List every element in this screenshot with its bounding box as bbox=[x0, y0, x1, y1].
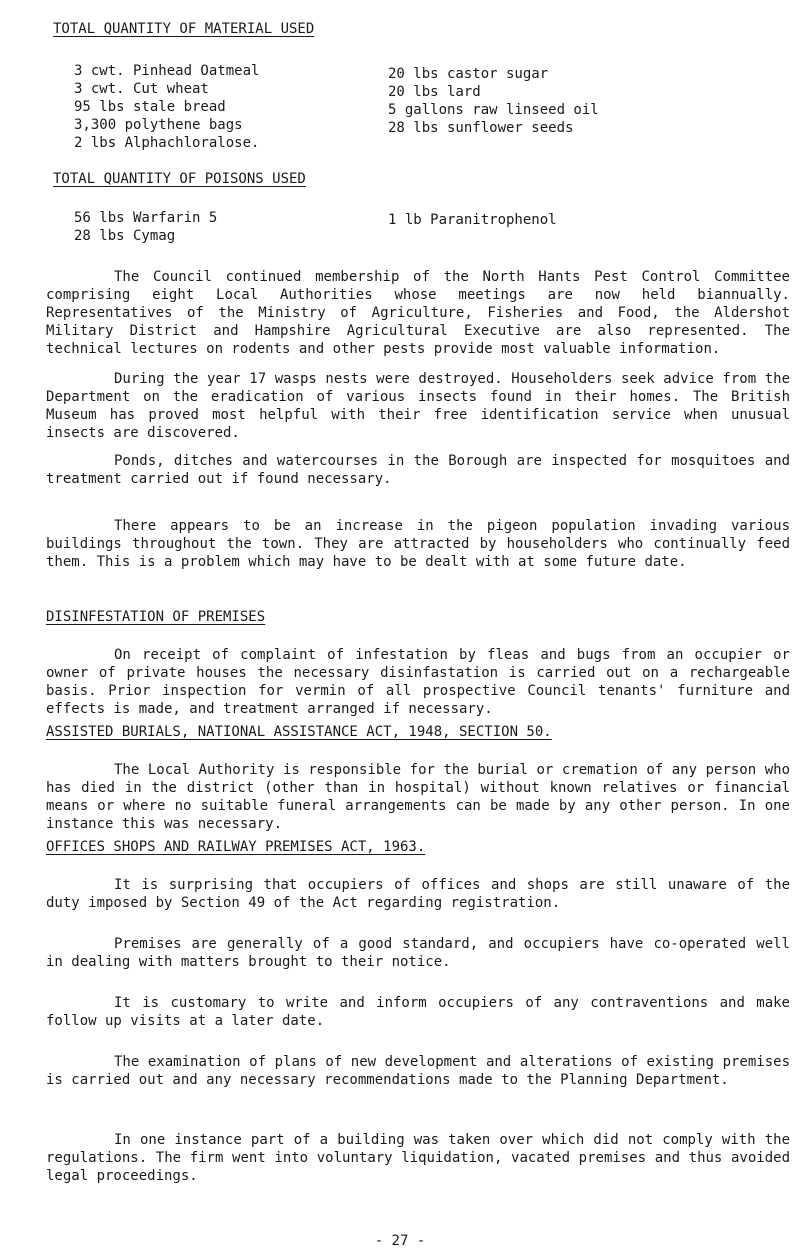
materials-heading: TOTAL QUANTITY OF MATERIAL USED bbox=[53, 21, 315, 37]
poisons-list-left bbox=[74, 209, 217, 245]
paragraph-offices-contraventions: It is customary to write and inform occupiers of any contraventions and make follow up visits at a later date. bbox=[46, 995, 790, 1029]
list-item: 95 lbs stale bread bbox=[74, 99, 226, 115]
paragraph-pigeons: There appears to be an increase in the pigeon population invading various buildings throughout the town. They are attracted by householders who continually feed them. This is a problem which may have to be dealt with at some future date. bbox=[46, 518, 790, 570]
paragraph-burials: The Local Authority is responsible for the burial or cremation of any person who has died in the district (other than in hospital) without known relatives or financial means or where no suitable funeral arrangements can be made by any other person. In one instance this was necessary. bbox=[46, 762, 790, 832]
page-number: - 27 - bbox=[374, 1233, 426, 1249]
paragraph-wasps: During the year 17 wasps nests were destroyed. Householders seek advice from the Department on the eradication of various insects found in their homes. The British Museum has proved most helpful with their free identification service when unusual insects are discovered. bbox=[46, 371, 790, 441]
list-item: 20 lbs lard bbox=[388, 84, 481, 100]
paragraph-offices-liquidation: In one instance part of a building was taken over which did not comply with the regulations. The firm went into voluntary liquidation, vacated premises and thus avoided legal proceedings. bbox=[46, 1132, 790, 1184]
paragraph-pest-committee: The Council continued membership of the North Hants Pest Control Committee comprising eight Local Authorities whose meetings are now held biannually. Representatives of the Ministry of Agriculture, Fisheries and Food, the Aldershot Military District and Hampshire Agricultural Executive are also represented. The technical lectures on rodents and other pests provide most valuable information. bbox=[46, 269, 790, 357]
list-item: 3,300 polythene bags bbox=[74, 117, 243, 133]
offices-heading: OFFICES SHOPS AND RAILWAY PREMISES ACT, 1963. bbox=[46, 839, 426, 855]
materials-list-left bbox=[74, 62, 259, 152]
paragraph-offices-registration: It is surprising that occupiers of offices and shops are still unaware of the duty imposed by Section 49 of the Act regarding registration. bbox=[46, 877, 790, 911]
list-item: 5 gallons raw linseed oil bbox=[388, 102, 599, 118]
list-item: 3 cwt. Pinhead Oatmeal bbox=[74, 63, 260, 79]
list-item: 1 lb Paranitrophenol bbox=[388, 212, 557, 228]
list-item: 28 lbs Cymag bbox=[74, 228, 176, 244]
list-item: 20 lbs castor sugar bbox=[388, 66, 549, 82]
poisons-list-right bbox=[388, 211, 557, 229]
list-item: 2 lbs Alphachloralose. bbox=[74, 135, 260, 151]
paragraph-mosquitoes: Ponds, ditches and watercourses in the Borough are inspected for mosquitoes and treatment carried out if found necessary. bbox=[46, 453, 790, 487]
list-item: 3 cwt. Cut wheat bbox=[74, 81, 209, 97]
paragraph-disinfestation: On receipt of complaint of infestation by fleas and bugs from an occupier or owner of private houses the necessary disinfastation is carried out on a rechargeable basis. Prior inspection for vermin of all prospective Council tenants' furniture and effects is made, and treatment arranged if necessary. bbox=[46, 647, 790, 717]
list-item: 28 lbs sunflower seeds bbox=[388, 120, 574, 136]
burials-heading: ASSISTED BURIALS, NATIONAL ASSISTANCE ACT, 1948, SECTION 50. bbox=[46, 724, 552, 740]
paragraph-offices-plans: The examination of plans of new development and alterations of existing premises is carried out and any necessary recommendations made to the Planning Department. bbox=[46, 1054, 790, 1088]
materials-list-right bbox=[388, 65, 599, 137]
disinfestation-heading: DISINFESTATION OF PREMISES bbox=[46, 609, 266, 625]
poisons-heading: TOTAL QUANTITY OF POISONS USED bbox=[53, 171, 306, 187]
paragraph-offices-standard: Premises are generally of a good standard, and occupiers have co-operated well in dealing with matters brought to their notice. bbox=[46, 936, 790, 970]
list-item: 56 lbs Warfarin 5 bbox=[74, 210, 218, 226]
